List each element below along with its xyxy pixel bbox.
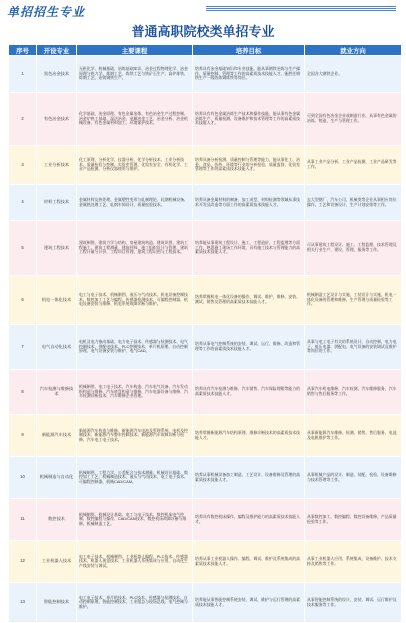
table-row [9,56,402,93]
cell-goal: 培养掌握机电一体化设备的操作、调试、维护、维修、安装、测试、销售及管理的高素质技术技能人才。 [193,276,305,325]
cell-career: 从事新能源汽车维修、检测、销售、售后服务、电池及电机维护等工作。 [305,415,402,457]
brand-logo-text: 单招招生专业 [7,5,86,19]
page-title: 普通高职院校类单招专业 [131,24,275,39]
cell-goal: 培养具有有色金属冶炼生产技术和操作技能，能从事有色金属冶炼生产、质量检测、设备维护和技术管理等工作的高素质技术技能人才。 [193,93,305,146]
table-row [9,93,402,146]
cell-major: 黑色冶金技术 [37,56,77,93]
cell-career: 从事汽车机电维修、汽车检测、汽车维修服务、汽车销售与售后服务等工作。 [305,370,402,415]
cell-courses: 无机化学、机械基础、冶炼基础知识、冶金过程物理化学、冶金原理与热力学、炼钢工艺、炼铁工艺与铁矿石生产、高炉炼铁、炼钢工艺、连铸钢铁生产。 [77,56,193,93]
cell-major: 建筑工程技术 [37,221,77,276]
cell-major: 智能控制技术 [37,583,77,623]
cell-major: 工业机器人技术 [37,541,77,583]
cell-courses: 电工电子技术、机械制图、工业机器人编程、PLC技术、传感器技术、机器人视觉技术、工业机器人系统集成与应用、自动化生产线安装与调试。 [77,541,193,583]
header-major: 开设专业 [37,45,77,56]
cell-career: 从事机械产品的设计、制造、装配、检验、设备维修与技术管理等工作。 [305,457,402,499]
cell-courses: 机械制图、机械设计基础、电工与电子技术、数控机床电气控制、数控编程与操作、CAD/CAM技术、数控机床故障诊断与维修、机械制造工艺。 [77,499,193,541]
cell-courses: 建筑制图、建筑力学与结构、房屋建筑构造、建筑识图、建筑工程施工、建筑工程测量、建筑材料、施工组织设计与管理、建筑工程计量与计价、工程项目管理、建筑工程识图与工程技术。 [77,221,193,276]
table-header-row [9,45,402,56]
cell-career: 可从事建筑工程设计、施工、工程监理、技术管理及相关行业生产、建设、管理、服务等工作。 [305,221,402,276]
cell-goal: 培养能从事智能控制系统安装、调试、维护与运行管理的高素质技术技能人才。 [193,583,305,623]
cell-no: 11 [9,499,37,541]
cell-courses: 电工与电子技术、机械制图、液压与气动技术、机电设备控制技术、数控加工工艺与编程、传感器检测技术、可编程控制器、机电设备安装与维修、机电系统故障诊断与维护。 [77,276,193,325]
cell-career: 从事智能控制系统的设计、安装、调试、运行维护及技术服务等工作。 [305,583,402,623]
cell-major: 材料工程技术 [37,185,77,221]
table-row [9,499,402,541]
cell-courses: 化工原理、分析化学、仪器分析、化学分析技术、工业分析技术、质量检验与控制、实验室管理、化验室安全、有机化学、工业产品检测、分析仪器使用与维护。 [77,146,193,185]
cell-major: 机电一体化技术 [37,276,77,325]
table-row [9,185,402,221]
cell-goal: 培养具有冶金基础知识和专业技能，能从事钢铁冶炼与生产操作、质量控制、管理等工作的高素质技术技能人才，能胜任钢铁生产一线的炼钢炼铁等岗位。 [193,56,305,93]
top-band [0,0,406,20]
cell-goal: 培养能从事建筑工程设计、施工、工程造价、工程监理等方面工作，熟悉施工现场工作环境、具有施工技术与管理能力的高素质技术技能人才。 [193,221,305,276]
cell-career: 机械制造工艺设计与实施，工装设计与实施，机电一体化设备的管理和维修，生产管理与质量检验等工作。 [305,276,402,325]
cell-no: 3 [9,146,37,185]
cell-courses: 机械制图、电工电子技术、汽车构造、汽车电气设备、汽车发动机构造与维修、汽车底盘构造与维修、汽车电器设备与维修、汽车检测诊断技术、汽车维修企业管理。 [77,370,193,415]
cell-major: 电气自动化技术 [37,325,77,370]
majors-table [8,44,402,623]
cell-courses: 化学基础、冶金原理、有色金属冶炼、有色冶金生产过程控制、冶金炉热工基础、湿法冶金、电解冶金工艺、冶金分析、冶金机械设备、有色金属材料加工、环境保护技术。 [77,93,193,146]
cell-no: 4 [9,185,37,221]
cell-major: 有色冶金技术 [37,93,77,146]
cell-no: 8 [9,370,37,415]
cell-no: 6 [9,276,37,325]
cell-no: 7 [9,325,37,370]
cell-no: 13 [9,583,37,623]
table-row [9,457,402,499]
cell-courses: 新能源汽车构造与维修、新能源汽车电池及管理系统、电机及控制技术、新能源汽车整车控制技术、新能源汽车故障诊断与检修、汽车电工电子技术。 [77,415,193,457]
table-row [9,276,402,325]
cell-no: 10 [9,457,37,499]
cell-no: 5 [9,221,37,276]
table-row [9,541,402,583]
decorative-lines [206,6,396,12]
cell-courses: 机械制图、工程力学、公差配合与技术测量、机械设计基础、数控加工工艺、机械制造技术、液压与气动技术、电工电子技术、可编程控制器、机械CAD/CAM。 [77,457,193,499]
cell-career: 从事与电工电子有关的系统设计、自动控制、电力电子、低压电器、供配电、电气设备的安装调试及维护等岗位的工作。 [305,325,402,370]
header-no: 序号 [9,45,37,56]
title-bar [0,20,406,44]
table-row [9,221,402,276]
cell-major: 汽车检测与维修技术 [37,370,77,415]
cell-courses: 电工电子技术、单片机技术、PLC技术、传感器与检测技术、自动控制原理、智能控制技术、工业组态与现场总线、电气控制与维护。 [77,583,193,623]
table-row [9,583,402,623]
table-row [9,146,402,185]
cell-career: 可到全国有色冶金企业或制造行业，从事有色金属的冶炼、铸造、生产与管理工作。 [305,93,402,146]
cell-courses: 金属材料及热处理、金属塑性变形与轧制理论、轧钢机械设备、金属热处理工艺、轧钢车间设计、质量检验技术。 [77,185,193,221]
cell-major: 工业分析技术 [37,146,77,185]
cell-goal: 培养掌握新能源汽车结构原理、维修诊断技术的高素质技术技能人才。 [193,415,305,457]
header-courses: 主要课程 [77,45,193,56]
cell-courses: 电机及电力拖动基础、电力电子技术、传感器与检测技术、电气控制技术、供配电技术、PLC控制技术、单片机原理、自动控制原理、电气设备安装与维护、电气CAD。 [77,325,193,370]
cell-no: 1 [9,56,37,93]
cell-goal: 培养具备金属材料的制备、加工成型、材料检测等领域从事技术开发及改造等方面工作的高素质技术技能人才。 [193,185,305,221]
cell-major: 新能源汽车技术 [37,415,77,457]
header-goal: 培养目标 [193,45,305,56]
cell-major: 数控技术 [37,499,77,541]
cell-goal: 培养具有数控机床操作、编程及维护能力的高素质技术技能人才。 [193,499,305,541]
cell-career: 从事工业机器人应用、系统集成、设备维护、技术支持及销售等工作。 [305,541,402,583]
table-row [9,370,402,415]
cell-goal: 培养从事工业机器人操作、编程、调试、维护及系统集成的高素质技术技能人才。 [193,541,305,583]
cell-career: 全国各大钢铁企业。 [305,56,402,93]
cell-career: 从事工业产品分析、工业产品检测、工业产品研发等工作。 [305,146,402,185]
table-row [9,325,402,370]
cell-goal: 培养具备分析检测、质量控制与管理等能力，能从事化工、冶金、食品、医药、环境等行业的分析检验、质量监督、化验室管理等工作的高素质技术技能人才。 [193,146,305,185]
cell-goal: 培养从事电气控制系统的安装、调试、运行、维修、改造和管理等工作的高素质技术技能人才。 [193,325,305,370]
cell-goal: 培养从事机械设备加工制造、工艺设计、设备维修及管理的高素质技术技能人才。 [193,457,305,499]
cell-no: 2 [9,93,37,146]
table-row [9,415,402,457]
cell-career: 去大型钢厂、汽车公司、机械类等企业从事相应岗位操作、工艺和设备设计、生产计划安排等工作。 [305,185,402,221]
cell-no: 9 [9,415,37,457]
cell-no: 12 [9,541,37,583]
header-career: 就业方向 [305,45,402,56]
cell-career: 从事数控加工、数控编程、数控设备维修、产品质量检验等工作。 [305,499,402,541]
cell-major: 机械制造与自动化 [37,457,77,499]
cell-goal: 培养具有汽车检测与维修、汽车销售、汽车保险理赔等能力的高素质技术技能人才。 [193,370,305,415]
